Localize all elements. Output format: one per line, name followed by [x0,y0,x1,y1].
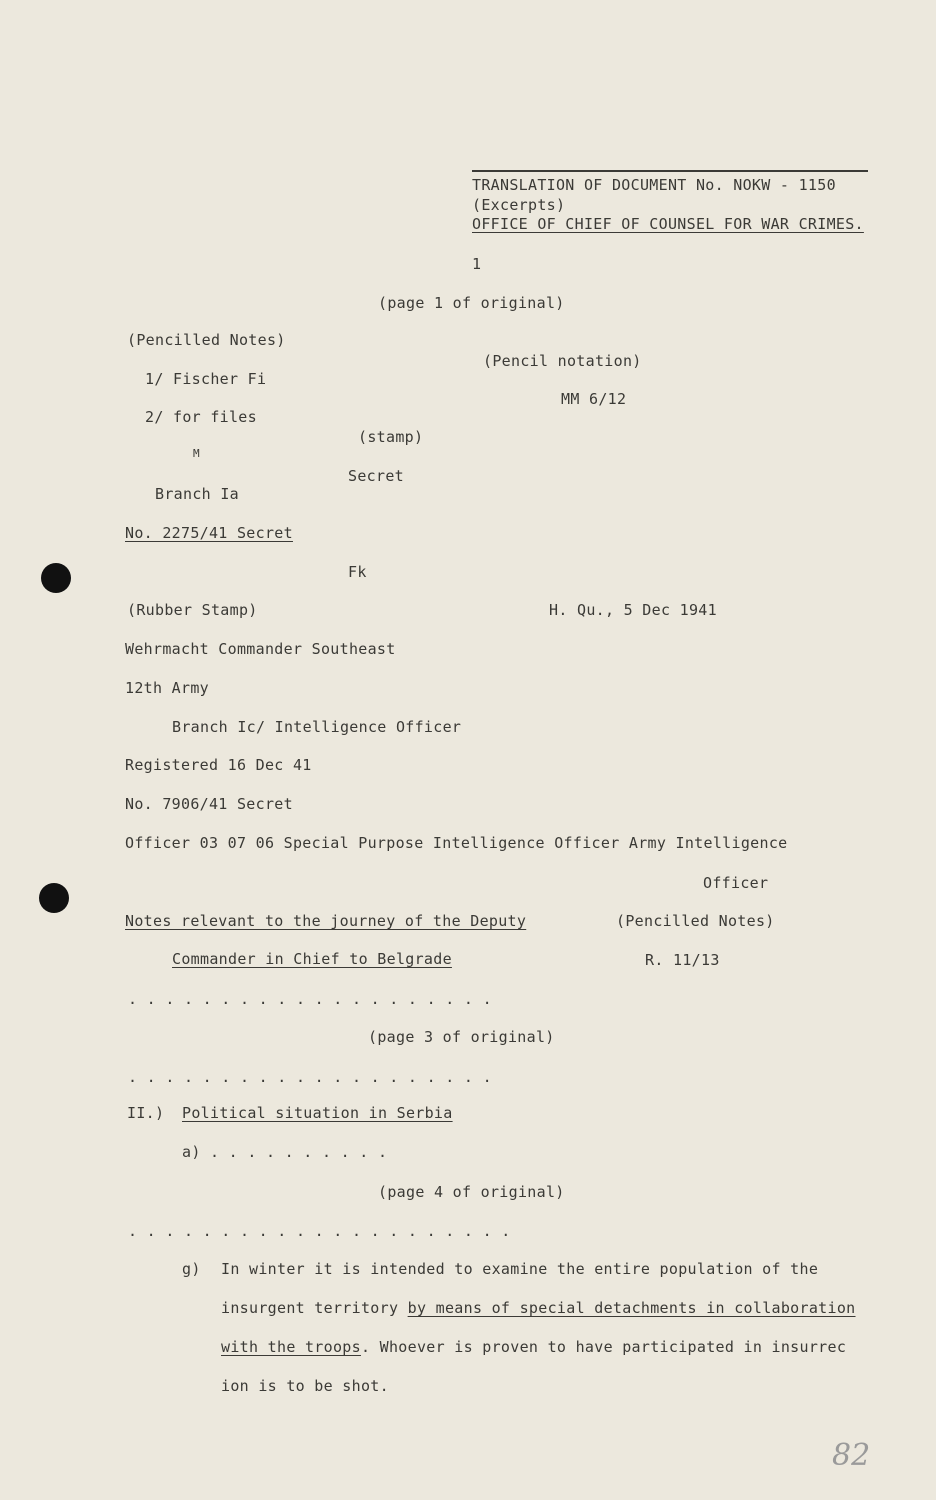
registration-number: No. 7906/41 Secret [125,795,293,813]
army-label: 12th Army [125,679,209,697]
branch-ic-label: Branch Ic/ Intelligence Officer [172,718,462,736]
pencilled-note-1: 1/ Fischer Fi [145,370,267,388]
document-title: TRANSLATION OF DOCUMENT No. NOKW - 1150 [472,176,836,194]
fk-mark: Fk [348,563,367,581]
item-a: a) . . . . . . . . . . [182,1143,388,1161]
rubber-stamp-label: (Rubber Stamp) [127,601,258,619]
punch-hole-top [41,563,71,593]
hq-date: H. Qu., 5 Dec 1941 [549,601,717,619]
stamp-heading: (stamp) [358,428,424,446]
handwritten-page-number: 82 [832,1438,871,1473]
pencil-notation-heading: (Pencil notation) [483,352,642,370]
page-1-marker: (page 1 of original) [378,294,565,312]
section-number: II.) [127,1104,165,1122]
item-g-line-3 [221,1338,846,1356]
notes-title-line-1: Notes relevant to the journey of the Deputy [125,912,527,930]
item-g-line-3-plain: . Whoever is proven to have participated in insurrec [360,1338,847,1356]
item-g-line-2-plain: insurgent territory [221,1299,408,1317]
pencilled-note-2: 2/ for files [145,408,257,426]
pencilled-notes-right-heading: (Pencilled Notes) [616,912,775,930]
page-number: 1 [472,255,482,273]
ellipsis-line-1: . . . . . . . . . . . . . . . . . . . . [128,990,492,1008]
item-g-line-3-underlined: with the troops [221,1338,361,1356]
pencilled-notes-heading: (Pencilled Notes) [127,331,286,349]
section-title: Political situation in Serbia [182,1104,453,1122]
item-g-line-2-underlined: by means of special detachments in collaboration [407,1299,856,1317]
page-4-marker: (page 4 of original) [378,1183,565,1201]
registered-date: Registered 16 Dec 41 [125,756,312,774]
wehrmacht-commander: Wehrmacht Commander Southeast [125,640,396,658]
page-3-marker: (page 3 of original) [368,1028,555,1046]
stamp-value: Secret [348,467,404,485]
excerpts-label: (Excerpts) [472,196,566,214]
notes-title-line-2: Commander in Chief to Belgrade [172,950,452,968]
officer-line: Officer 03 07 06 Special Purpose Intelligence Officer Army Intelligence [125,834,788,852]
item-g-line-4: ion is to be shot. [221,1377,389,1395]
office-line: OFFICE OF CHIEF OF COUNSEL FOR WAR CRIMES. [472,215,864,233]
item-g-label: g) [182,1260,201,1278]
item-g-line-1: In winter it is intended to examine the entire population of the [221,1260,819,1278]
branch-label: Branch Ia [155,485,239,503]
ellipsis-line-3: . . . . . . . . . . . . . . . . . . . . . [128,1222,511,1240]
pencil-notation-value: MM 6/12 [561,390,627,408]
pencilled-note-3: M [193,447,200,460]
pencilled-notes-right-value: R. 11/13 [645,951,720,969]
document-number: No. 2275/41 Secret [125,524,293,542]
ellipsis-line-2: . . . . . . . . . . . . . . . . . . . . [128,1068,492,1086]
item-g-line-2 [221,1299,856,1317]
officer-continuation: Officer [703,874,769,892]
punch-hole-bottom [39,883,69,913]
header-rule [472,170,868,172]
